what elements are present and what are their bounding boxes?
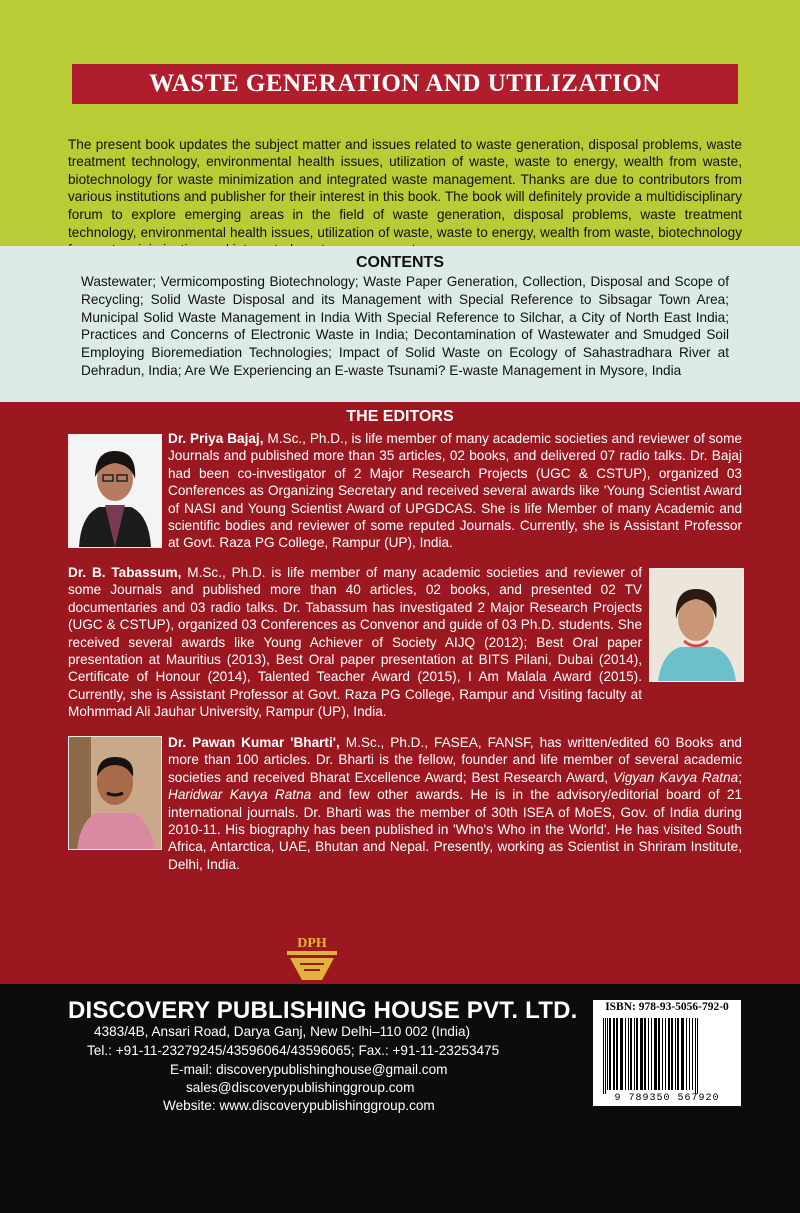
editor-1-description: M.Sc., Ph.D., is life member of many academic societies and reviewer of some Journals and published more than 35 articles, 02 books, and delivered 07 radio talks. Dr. Bajaj had been co-investigator of 2 Major Research Projects (UGC & CSTUP), organized 03 Conferences as Organizing Secretary and received several awards like 'Young Scientist Award of NASI and Young Scientist Award of UPGDCAS. She is life Member of many Academic and scientific bodies and reviewer of some reputed Journals. Currently, she is Assistant Professor at Govt. Raza PG College, Rampur (UP), India. [168,431,742,551]
barcode-bar [644,1018,646,1090]
barcode-bar [607,1018,608,1090]
barcode-bar [609,1018,611,1090]
barcode-bar [668,1018,670,1090]
barcode-bar [677,1018,679,1090]
book-title: WASTE GENERATION AND UTILIZATION [72,64,738,104]
barcode-bar [658,1018,660,1090]
barcode-bar [681,1018,684,1090]
barcode-bar [603,1018,604,1094]
barcode-digits: 9 789350 567920 [614,1093,720,1104]
editor-3-description-cont: and few other awards. He is in the advisory/editorial board of 21 international journals. Dr. Bharti was the member of 30th ISEA of MoES, Gov. of India during 2010-11. His biography has been published in 'Who's Who in the World'. He has visited South Africa, Antarctica, UAE, Bhutan and Nepal. Presently, working as Scientist in Shriram Institute, Delhi, India. [168,787,743,872]
barcode-bar [692,1018,693,1090]
publisher-phone: Tel.: +91-11-23279245/43596064/43596065; Fax.: +91-11-23253475 [87,1043,500,1058]
publisher-email: E-mail: discoverypublishinghouse@gmail.com [170,1062,448,1077]
summary-section [0,0,800,246]
barcode-bar [636,1018,638,1090]
barcode-bar [686,1018,687,1090]
barcode-bar [689,1018,690,1090]
barcode-bar [640,1018,643,1090]
editor-3-award-2: Haridwar Kavya Ratna [168,787,312,803]
publisher-name: DISCOVERY PUBLISHING HOUSE PVT. LTD. [68,997,578,1024]
dph-logo [282,934,342,982]
barcode-bar [625,1018,626,1090]
barcode-bar [654,1018,657,1090]
barcode-bar [605,1018,606,1094]
editor-2-photo [649,568,744,682]
barcode-bar [665,1018,666,1090]
publisher-address: 4383/4B, Ansari Road, Darya Ganj, New Delhi–110 002 (India) [94,1024,471,1039]
editor-2-description: M.Sc., Ph.D. is life member of many academic societies and reviewer of some Journals and published more than 40 articles, 02 books, and presented 02 TV documentaries and 03 radio talks. Dr. Tabassum has investigated 2 Major Research Projects (UGC & CSTUP), organized 03 Conferences as Convenor and guide of 03 Ph.D. students. She received several awards like Young Achiever of Society AIJQ (2012); Best Oral paper presentation at Mauritius (2013), Best Oral paper presentation at BITS Pilani, Dubai (2014), Certificate of Honour (2014), Talented Teacher Award (2015), I Am Malala Award (2015). Currently, she is Assistant Professor at Govt. Raza PG College, Rampur and Visiting faculty at Mohmmad Ali Jauhar University, Rampur (UP), India. [68,565,642,720]
book-description: The present book updates the subject matter and issues related to waste generation, disposal problems, waste treatment technology, environmental health issues, utilization of waste, waste to energy, wealth from waste, biotechnology for waste minimization and integrated waste management. Thanks are due to contributors from various institutions and publisher for their interest in this book. The book will definitely provide a multidisciplinary forum to explore emerging areas in the field of waste generation, disposal problems, waste treatment technology, environmental health issues, utilization of waste, waste to energy, wealth from waste, biotechnology [68,136,742,240]
publisher-website: Website: www.discoverypublishinggroup.com [163,1098,435,1113]
barcode-bar [620,1018,623,1090]
barcode-bar [634,1018,635,1090]
barcode-bar [671,1018,673,1090]
barcode-bar [630,1018,632,1090]
editors-section [0,402,800,984]
publisher-section [0,984,800,1213]
dph-logo-text: DPH [297,936,327,951]
barcode-bar [651,1018,652,1090]
barcode-bar [695,1018,696,1094]
editor-3-name: Dr. Pawan Kumar 'Bharti', [168,735,340,750]
barcode-bar [662,1018,663,1090]
editors-heading: THE EDITORS [346,408,454,425]
barcode-bar [628,1018,629,1090]
barcode-bars [593,1000,741,1106]
contents-heading: CONTENTS [356,254,444,271]
editor-3-award-1: Vigyan Kavya Ratna [613,769,739,785]
barcode-bar [675,1018,676,1090]
editor-3-bio [168,734,742,873]
contents-list: Wastewater; Vermicomposting Biotechnology; Waste Paper Generation, Collection, Disposal and Scope of Recycling; Solid Waste Disposal and its Management with Special Reference to Sibsagar Town Area; Municipal Solid Waste Management in India With Special Reference to Silchar, a City of North East India; Practices and Concerns of Electronic Waste in India; Decontamination of Wastewater and Smudged Soil Employing Bioremediation Technologies; Impact of Solid Waste on Ecology of Sahastradhara River at Dehradun, India; Are We Experiencing an E-waste Tsunami? E-waste Management in Mysore, India [81,274,729,378]
editor-1-photo [68,434,162,548]
editor-3-description: M.Sc., Ph.D., FASEA, FANSF, has written/edited 60 Books and more than 100 articles. Dr. Bharti is the fellow, founder and life member of several academic societies and received Bharat Excellence Award; Best Research Award, [168,735,742,785]
barcode-bar [648,1018,649,1090]
isbn-barcode [593,1000,741,1106]
barcode-bar [613,1018,615,1090]
editor-3-separator: ; [738,769,742,785]
publisher-sales-email: sales@discoverypublishinggroup.com [186,1080,415,1095]
editor-2-bio [68,564,642,721]
editor-1-bio [168,430,742,552]
editor-2-name: Dr. B. Tabassum, [68,565,182,580]
editor-1-name: Dr. Priya Bajaj, [168,431,264,446]
barcode-bar [697,1018,698,1094]
contents-section [0,246,800,402]
editor-3-photo [68,736,162,850]
isbn-number: ISBN: 978-93-5056-792-0 [605,1001,729,1013]
barcode-bar [616,1018,618,1090]
